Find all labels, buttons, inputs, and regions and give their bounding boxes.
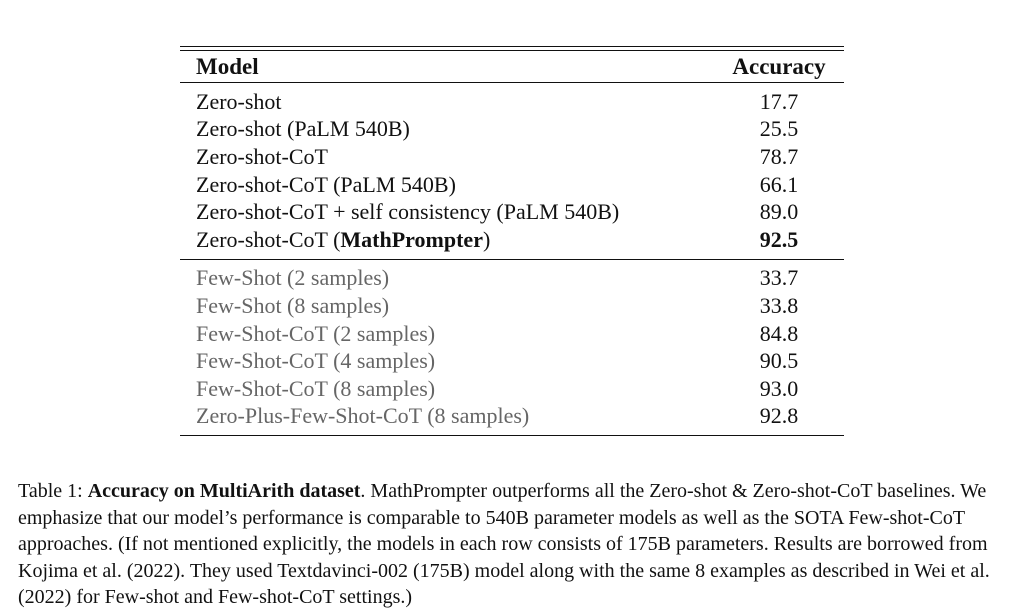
results-table: [180, 46, 844, 436]
row-model: Zero-shot-CoT (PaLM 540B): [196, 171, 456, 197]
row-model: Zero-Plus-Few-Shot-CoT (8 samples): [196, 403, 530, 429]
row-accuracy: 92.8: [759, 403, 799, 429]
row-model: Few-Shot-CoT (4 samples): [196, 348, 436, 374]
row-model: Few-Shot-CoT (2 samples): [196, 320, 436, 346]
table-row: [180, 320, 844, 348]
table-row: [180, 171, 844, 199]
row-accuracy: 84.8: [759, 320, 799, 346]
row-accuracy: 66.1: [759, 171, 799, 197]
caption-text: . MathPrompter outperforms all the Zero-shot & Zero-shot-CoT baselines. We emphasize that our model’s performance is comparable to 540B parameter models as well as the SOTA Few-shot-CoT approaches. (If not mentioned explicitly, the models in each row consists of 175B parameters. Results are borrowed from Kojima et al. (2022). They used Textdavinci-002 (175B) model along with the same 8 examples as described in Wei et al. (2022) for Few-shot and Few-shot-CoT settings.): [18, 480, 990, 608]
row-model-suffix: ): [482, 226, 491, 252]
row-model: Zero-shot (PaLM 540B): [196, 116, 410, 142]
row-accuracy: 33.8: [759, 292, 799, 318]
row-model: Few-Shot-CoT (8 samples): [196, 375, 436, 401]
few-shot-group: [180, 260, 844, 437]
header-model: Model: [196, 53, 259, 79]
row-model: Zero-shot-CoT + self consistency (PaLM 540B): [196, 199, 620, 225]
table-caption: [18, 478, 1010, 611]
table-row-highlight: [180, 226, 844, 254]
row-model: Few-Shot (8 samples): [196, 292, 390, 318]
table-row: [180, 403, 844, 431]
row-accuracy: 90.5: [759, 348, 799, 374]
header-accuracy: Accuracy: [732, 53, 826, 79]
row-model: Zero-shot: [196, 88, 282, 114]
row-accuracy: 92.5: [759, 226, 799, 252]
row-model-prefix: Zero-shot-CoT (: [196, 226, 341, 252]
table-header: [180, 51, 844, 83]
row-accuracy: 78.7: [759, 143, 799, 169]
row-accuracy: 93.0: [759, 375, 799, 401]
zero-shot-group: [180, 83, 844, 260]
caption-label: Table 1:: [18, 480, 88, 502]
row-model-bold: MathPrompter: [340, 226, 483, 252]
table-row: [180, 292, 844, 320]
row-model: Few-Shot (2 samples): [196, 265, 390, 291]
table-row: [180, 88, 844, 116]
table-row: [180, 375, 844, 403]
table-row: [180, 116, 844, 144]
table-row: [180, 143, 844, 171]
row-model: Zero-shot-CoT: [196, 143, 328, 169]
row-accuracy: 89.0: [759, 199, 799, 225]
caption-title: Accuracy on MultiArith dataset: [87, 480, 361, 502]
row-accuracy: 17.7: [759, 88, 799, 114]
row-accuracy: 25.5: [759, 116, 799, 142]
table-row: [180, 198, 844, 226]
row-model: [180, 227, 490, 253]
table-row: [180, 347, 844, 375]
row-accuracy: 33.7: [759, 265, 799, 291]
table-row: [180, 265, 844, 293]
